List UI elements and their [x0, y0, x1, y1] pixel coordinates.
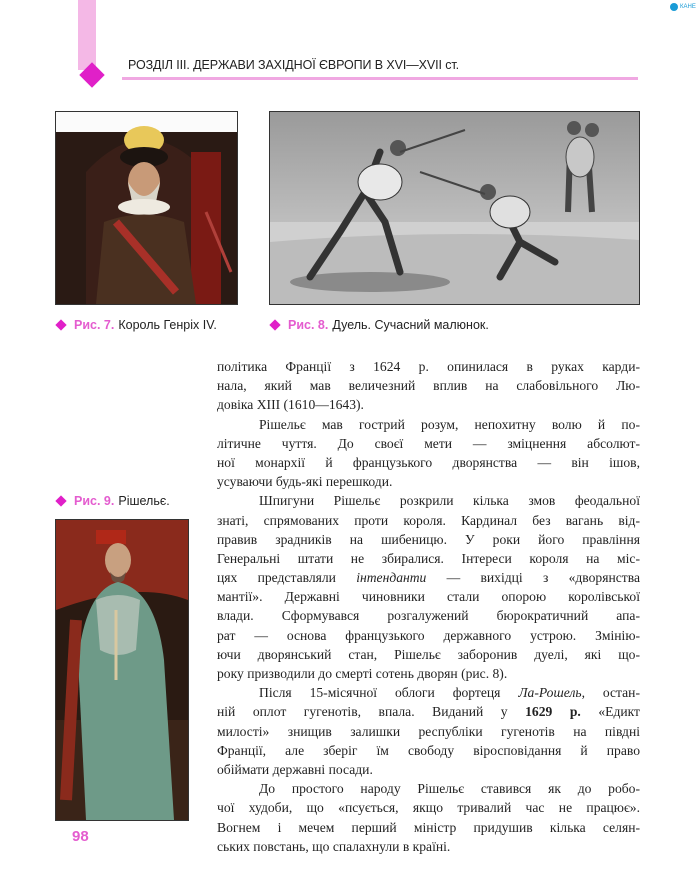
caption-label: Рис. 7.: [74, 318, 115, 332]
text-line: [217, 683, 640, 702]
text-line: милості» знищив залишки республіки гугенотів на півдні: [217, 723, 640, 739]
text-line: нала, який мав величезний вплив на слабовільного Лю-: [217, 378, 640, 394]
caption-label: Рис. 8.: [288, 318, 329, 332]
caption-fig-8: [271, 318, 489, 332]
text-span: цях представляли: [217, 570, 357, 586]
page-number: 98: [72, 828, 89, 845]
text-line: ючи дворянський стан, Рішельє заборонив дуелі, які що-: [217, 646, 640, 662]
date-1629: 1629 р.: [525, 704, 581, 720]
term-intendants: інтенданти: [356, 570, 427, 586]
duel-image: [270, 112, 639, 304]
text-span: — вихідці з «дворянства: [426, 570, 640, 586]
figure-richelieu-portrait: [55, 519, 189, 821]
caption-fig-9: [57, 494, 170, 508]
text-line: ських повстань, що спалахнули в країні.: [217, 838, 451, 854]
text-line: обіймати державні посади.: [217, 761, 373, 777]
figure-duel-drawing: [269, 111, 640, 305]
text-span: ній оплот гугенотів, впала. Виданий у: [217, 704, 526, 720]
text-line: літичне чуття. До своєї мети — зміцнення абсолют-: [217, 435, 640, 451]
text-line: Шпигуни Рішельє розкрили кілька змов феодальної: [259, 493, 640, 509]
text-line: чої худоби, що «псується, якщо тривалий час не працює».: [217, 800, 640, 816]
text-span: «Едикт: [580, 704, 640, 720]
text-line: року призводили до смерті сотень дворян (рис. 8).: [217, 666, 508, 681]
caption-text: Рішельє.: [118, 494, 170, 508]
text-line: мантії». Державні чиновники стали опорою королівської: [217, 589, 640, 605]
text-line: Рішельє мав гострий розум, непохитну волю й по-: [259, 416, 640, 432]
text-line: правив зрадників на шибеницю. У роки його правління: [217, 531, 640, 547]
figure-henry-iv-portrait: [55, 111, 238, 305]
text-line: знаті, спрямованих проти короля. Кардинал без вагань від-: [217, 512, 640, 528]
term-la-rochelle: Ла-Рошель: [518, 685, 582, 701]
text-span: Після 15-місячної облоги фортеця: [259, 685, 519, 701]
logo-text: КАНЕ: [680, 4, 696, 10]
text-line: [217, 568, 640, 587]
caption-text: Король Генріх IV.: [118, 318, 217, 332]
text-span: , остан-: [581, 685, 640, 701]
header-divider: [122, 77, 638, 80]
text-line: довіка XIII (1610—1643).: [217, 397, 364, 413]
text-line: рат — основа французького державного устрою. Змінію-: [217, 627, 640, 643]
text-line: Вогнем і мечем перший міністр придушив кілька селян-: [217, 819, 640, 835]
text-line: До простого народу Рішельє ставився як до робо-: [259, 781, 640, 797]
text-line: [217, 702, 640, 721]
text-line: Генеральні штати не збиралися. Інтереси короля на міс-: [217, 550, 640, 566]
text-line: Франції, але зберіг їм свободу віросповідання й право: [217, 742, 640, 758]
henry-iv-image: [56, 112, 237, 304]
text-line: влади. Сформувався розгалужений бюрократичний апа-: [217, 608, 640, 624]
caption-bullet-icon: [55, 495, 66, 506]
section-title: РОЗДІЛ ІІІ. ДЕРЖАВИ ЗАХІДНОЇ ЄВРОПИ В XVI—XVII ст.: [128, 58, 460, 72]
text-line: ної монархії й французького дворянства — він ішов,: [217, 454, 640, 470]
caption-label: Рис. 9.: [74, 494, 115, 508]
text-line: усуваючи будь-які перешкоди.: [217, 474, 393, 490]
header-accent-bar: [78, 0, 96, 70]
logo-circle-icon: [670, 3, 678, 11]
caption-bullet-icon: [55, 319, 66, 330]
publisher-logo: [670, 2, 696, 12]
caption-text: Дуель. Сучасний малюнок.: [332, 318, 489, 332]
text-line: політика Франції з 1624 р. опинилася в руках карди-: [217, 359, 640, 374]
caption-fig-7: [57, 318, 217, 332]
caption-bullet-icon: [269, 319, 280, 330]
body-text: [217, 357, 640, 856]
richelieu-image: [56, 520, 188, 820]
